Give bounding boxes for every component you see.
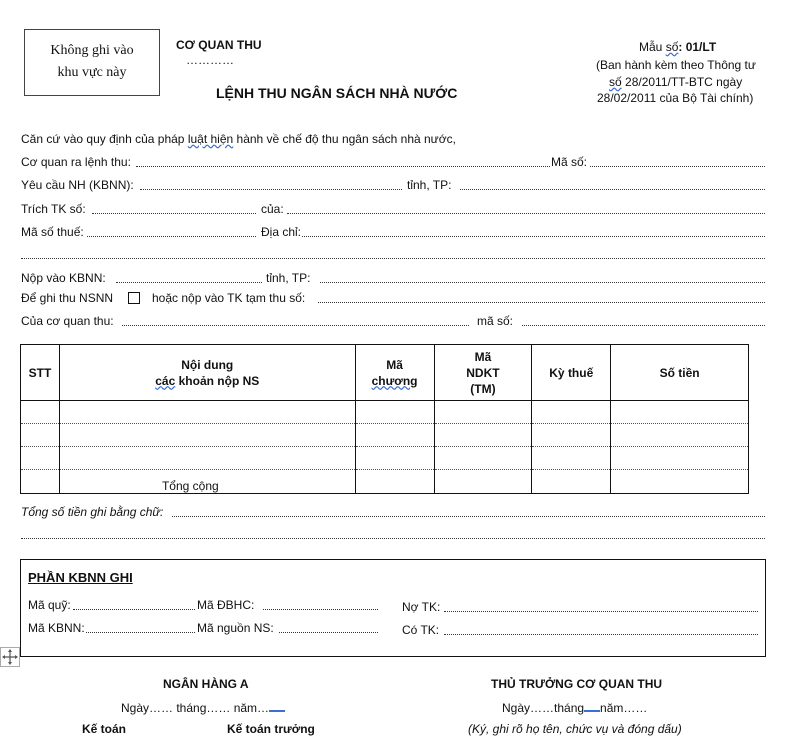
basis-b: luật hiện <box>187 132 234 146</box>
basis-c: hành về chế độ thu ngân sách nhà nước, <box>233 132 456 146</box>
address-field-line2[interactable] <box>21 258 765 259</box>
tax-label: Mã số thuế: <box>21 225 84 239</box>
code-label2: mã số: <box>477 314 514 328</box>
province-label: tỉnh, TP: <box>407 178 452 192</box>
bank-sign-title: NGÂN HÀNG A <box>163 677 249 691</box>
total-amount-cell[interactable] <box>611 470 749 494</box>
bank-sign-date <box>121 700 285 715</box>
code-field[interactable] <box>590 166 765 167</box>
total-label: Tổng cộng <box>59 470 355 494</box>
pay-label: Nộp vào KBNN: <box>21 271 106 285</box>
table-cell[interactable] <box>21 447 60 470</box>
head-sign-title: THỦ TRƯỞNG CƠ QUAN THU <box>491 677 663 691</box>
table-cell[interactable] <box>532 424 611 447</box>
nsnn-checkbox[interactable] <box>128 292 140 304</box>
table-cell[interactable] <box>21 424 60 447</box>
table-cell[interactable] <box>434 424 532 447</box>
form-code-value: : 01/LT <box>678 40 717 54</box>
payment-table <box>20 344 749 494</box>
table-cell[interactable] <box>611 401 749 424</box>
col-chapter-line2: chương <box>371 373 418 388</box>
basis-text <box>21 132 456 146</box>
fund-field[interactable] <box>73 609 195 610</box>
no-write-box <box>24 29 160 96</box>
issued-line2 <box>609 75 742 89</box>
col-content-line2 <box>60 373 355 389</box>
bank-label: Yêu cầu NH (KBNN): <box>21 178 134 192</box>
head-sign-note: (Ký, ghi rõ họ tên, chức vụ và đóng dấu) <box>468 722 682 736</box>
col-period: Kỳ thuế <box>532 345 611 401</box>
col-chapter <box>355 345 434 401</box>
account-field[interactable] <box>92 213 256 214</box>
col-content-rest: khoản nộp NS <box>175 373 260 388</box>
kbnn-title: PHẦN KBNN GHI <box>28 570 133 585</box>
code-label: Mã số: <box>551 155 588 169</box>
head-date-b: năm…… <box>600 701 648 715</box>
address-label: Địa chỉ: <box>261 225 302 239</box>
table-cell <box>21 470 60 494</box>
table-header-row <box>21 345 749 401</box>
col-amount: Số tiền <box>611 345 749 401</box>
no-write-line1: Không ghi vào <box>50 43 134 58</box>
table-cell[interactable] <box>355 447 434 470</box>
bank-date-blank[interactable] <box>269 700 285 712</box>
basis-a: Căn cứ vào quy định của pháp <box>21 132 188 146</box>
table-total-row <box>21 470 749 494</box>
col-content-cac: các <box>155 373 176 388</box>
fund-label: Mã quỹ: <box>28 598 71 612</box>
of-agency-label: Của cơ quan thu: <box>21 314 114 328</box>
total-words-label: Tổng số tiền ghi bằng chữ: <box>21 505 164 519</box>
table-row[interactable] <box>21 424 749 447</box>
province-field2[interactable] <box>320 282 765 283</box>
bank-date-text: Ngày…… tháng…… năm… <box>121 701 270 715</box>
source-label: Mã nguồn NS: <box>197 621 274 635</box>
total-words-field[interactable] <box>172 516 765 517</box>
col-ndkt-line1: Mã <box>474 349 492 364</box>
account-label: Trích TK số: <box>21 202 86 216</box>
table-row[interactable] <box>21 447 749 470</box>
form-code <box>639 40 716 54</box>
table-cell[interactable] <box>611 447 749 470</box>
form-so: số <box>665 40 679 54</box>
temp-label: hoặc nộp vào TK tạm thu số: <box>152 291 306 305</box>
agency-dots: ………… <box>186 53 234 67</box>
table-cell[interactable] <box>434 401 532 424</box>
col-chapter-line1: Mã <box>386 357 403 372</box>
no-write-line2: khu vực này <box>57 65 127 80</box>
col-ndkt-line3: (TM) <box>470 381 496 396</box>
debit-label: Nợ TK: <box>402 600 441 614</box>
col-ndkt-line2: NDKT <box>466 365 500 380</box>
table-cell[interactable] <box>59 447 355 470</box>
issuer-field[interactable] <box>136 166 550 167</box>
table-cell[interactable] <box>21 401 60 424</box>
col-ndkt <box>434 345 532 401</box>
agency-name: CƠ QUAN THU <box>176 38 262 52</box>
bank-field[interactable] <box>140 189 402 190</box>
form-prefix: Mẫu <box>639 40 666 54</box>
province-label2: tỉnh, TP: <box>266 271 311 285</box>
source-field[interactable] <box>279 632 378 633</box>
accountant-label: Kế toán <box>82 722 127 736</box>
pay-field[interactable] <box>116 282 262 283</box>
col-stt: STT <box>21 345 60 401</box>
page-title: LỆNH THU NGÂN SÁCH NHÀ NƯỚC <box>216 85 458 101</box>
table-cell[interactable] <box>532 447 611 470</box>
head-date-blank[interactable] <box>584 700 600 712</box>
table-cell[interactable] <box>59 401 355 424</box>
credit-label: Có TK: <box>402 623 440 637</box>
debit-field[interactable] <box>444 611 758 612</box>
head-sign-date <box>502 700 647 715</box>
credit-field[interactable] <box>444 634 758 635</box>
move-handle-icon[interactable] <box>0 647 20 667</box>
temp-field[interactable] <box>318 302 765 303</box>
issued-line1: (Ban hành kèm theo Thông tư <box>596 58 756 72</box>
total-words-field-line2[interactable] <box>21 538 765 539</box>
tax-field[interactable] <box>87 236 256 237</box>
address-field[interactable] <box>302 236 765 237</box>
table-cell[interactable] <box>434 470 532 494</box>
table-cell[interactable] <box>355 401 434 424</box>
of-label: của: <box>261 202 284 216</box>
record-label: Để ghi thu NSNN <box>21 291 114 305</box>
issued-line2-rest: 28/2011/TT-BTC ngày <box>621 75 743 89</box>
dbhc-label: Mã ĐBHC: <box>197 598 255 612</box>
chief-accountant-label: Kế toán trưởng <box>227 722 315 736</box>
table-cell[interactable] <box>59 424 355 447</box>
table-row[interactable] <box>21 401 749 424</box>
table-cell[interactable] <box>355 470 434 494</box>
code-field2[interactable] <box>522 325 765 326</box>
of-agency-field[interactable] <box>122 325 469 326</box>
table-cell[interactable] <box>532 470 611 494</box>
table-cell[interactable] <box>611 424 749 447</box>
table-cell[interactable] <box>355 424 434 447</box>
kbnn-code-field[interactable] <box>86 632 195 633</box>
issued-line3: 28/02/2011 của Bộ Tài chính) <box>597 91 754 105</box>
head-date-a: Ngày……tháng <box>502 701 585 715</box>
table-cell[interactable] <box>532 401 611 424</box>
province-field[interactable] <box>460 189 765 190</box>
of-field[interactable] <box>287 213 765 214</box>
col-content-line1: Nội dung <box>181 357 234 372</box>
col-content <box>59 345 355 401</box>
issuer-label: Cơ quan ra lệnh thu: <box>21 155 131 169</box>
issued-so: số <box>609 75 622 89</box>
dbhc-field[interactable] <box>263 609 378 610</box>
table-cell[interactable] <box>434 447 532 470</box>
kbnn-code-label: Mã KBNN: <box>28 621 85 635</box>
